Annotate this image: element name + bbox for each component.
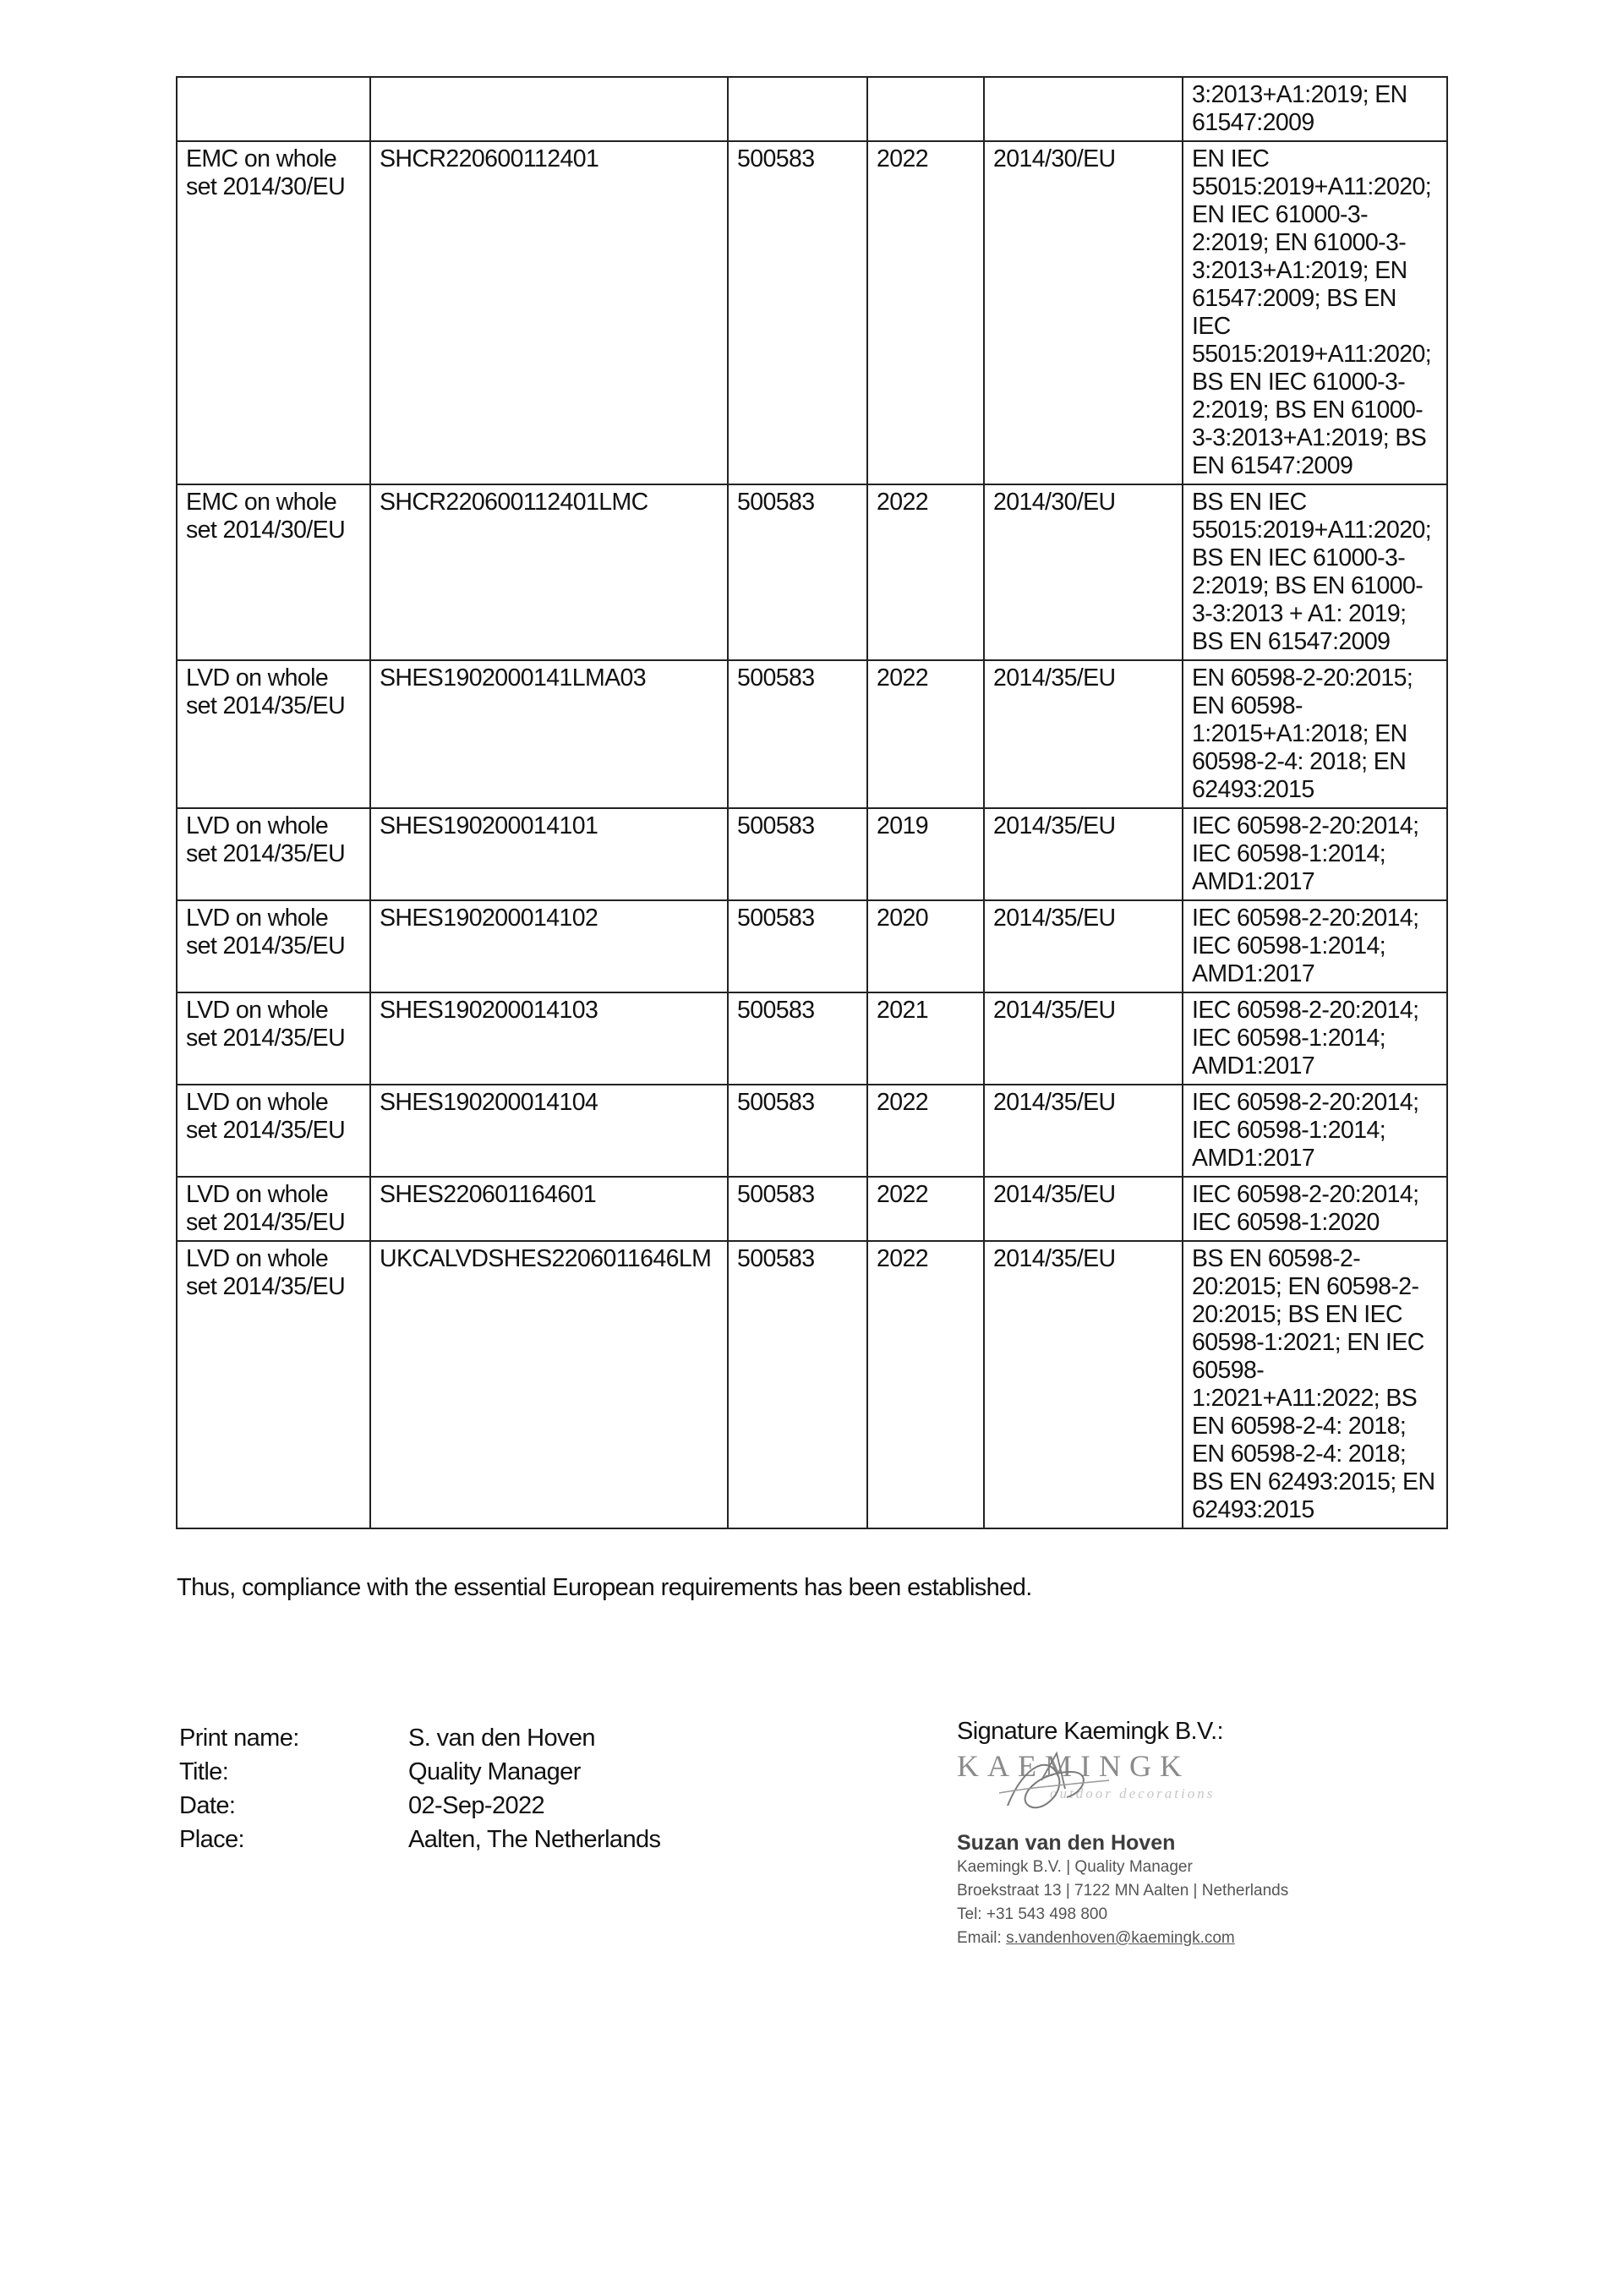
directive-cell: 2014/35/EU [984,1241,1183,1528]
table-row [177,484,1447,660]
logo-wordmark: KAEMINGK [957,1749,1190,1783]
date-label: Date: [179,1792,236,1819]
print-name-label: Print name: [179,1725,299,1752]
report-number-cell: SHES190200014102 [370,900,728,992]
product-cell: LVD on whole set 2014/35/EU [177,900,370,992]
title-row [179,1755,660,1789]
directive-cell: 2014/35/EU [984,808,1183,900]
handwritten-signature [991,1747,1118,1827]
year-cell: 2022 [867,660,984,808]
standards-cell: IEC 60598-2-20:2014; IEC 60598-1:2014; AMD1:2017 [1183,992,1447,1085]
date-row [179,1789,660,1823]
year-cell [867,77,984,141]
directive-cell: 2014/30/EU [984,141,1183,484]
directive-cell: 2014/35/EU [984,992,1183,1085]
signatory-name: Suzan van den Hoven [957,1831,1176,1855]
product-cell: LVD on whole set 2014/35/EU [177,1085,370,1177]
signature-heading: Signature Kaemingk B.V.: [957,1718,1224,1745]
place-value: Aalten, The Netherlands [408,1826,661,1853]
certificate-number-cell: 500583 [728,484,867,660]
print-name-row [179,1721,660,1755]
report-number-cell: SHES190200014101 [370,808,728,900]
table-row [177,808,1447,900]
certificate-number-cell [728,77,867,141]
product-cell: LVD on whole set 2014/35/EU [177,992,370,1085]
directive-cell: 2014/35/EU [984,660,1183,808]
report-number-cell [370,77,728,141]
certificate-number-cell: 500583 [728,808,867,900]
certificate-number-cell: 500583 [728,992,867,1085]
standards-cell: EN 60598-2-20:2015; EN 60598-1:2015+A1:2018; EN 60598-2-4: 2018; EN 62493:2015 [1183,660,1447,808]
print-name-value: S. van den Hoven [408,1725,595,1752]
standards-cell: EN IEC 55015:2019+A11:2020; EN IEC 61000-3-2:2019; EN 61000-3-3:2013+A1:2019; EN 61547:2009; BS EN IEC 55015:2019+A11:2020; BS EN IEC 61000-3-2:2019; BS EN 61000-3-3:2013+A1:2019; BS EN 61547:2009 [1183,141,1447,484]
year-cell: 2022 [867,1177,984,1241]
directive-cell: 2014/35/EU [984,1085,1183,1177]
product-cell: EMC on whole set 2014/30/EU [177,484,370,660]
company-address: Broekstraat 13 | 7122 MN Aalten | Netherlands [957,1882,1289,1900]
product-cell: LVD on whole set 2014/35/EU [177,1241,370,1528]
report-number-cell: SHES190200014104 [370,1085,728,1177]
certificate-number-cell: 500583 [728,1241,867,1528]
place-row [179,1823,660,1856]
date-value: 02-Sep-2022 [408,1792,545,1819]
standards-cell: IEC 60598-2-20:2014; IEC 60598-1:2014; AMD1:2017 [1183,900,1447,992]
year-cell: 2021 [867,992,984,1085]
year-cell: 2022 [867,484,984,660]
report-number-cell: SHES190200014103 [370,992,728,1085]
year-cell: 2022 [867,141,984,484]
signature-block [957,1716,1396,1950]
title-value: Quality Manager [408,1758,581,1785]
report-number-cell: SHCR220600112401LMC [370,484,728,660]
table-row [177,1177,1447,1241]
standards-cell: IEC 60598-2-20:2014; IEC 60598-1:2014; AMD1:2017 [1183,1085,1447,1177]
email-link[interactable]: s.vandenhoven@kaemingk.com [1006,1929,1235,1947]
company-logo [957,1748,1396,1829]
certificate-number-cell: 500583 [728,1085,867,1177]
table-row [177,660,1447,808]
year-cell: 2022 [867,1085,984,1177]
table-row [177,77,1447,141]
product-cell: LVD on whole set 2014/35/EU [177,1177,370,1241]
compliance-statement: Thus, compliance with the essential European requirements has been established. [177,1574,1032,1601]
table-row [177,141,1447,484]
email-label: Email: [957,1929,1007,1947]
product-cell: LVD on whole set 2014/35/EU [177,808,370,900]
email-line [957,1927,1396,1950]
directive-cell: 2014/35/EU [984,1177,1183,1241]
directive-cell: 2014/35/EU [984,900,1183,992]
place-label: Place: [179,1826,244,1853]
standards-cell: BS EN IEC 55015:2019+A11:2020; BS EN IEC 61000-3-2:2019; BS EN 61000-3-3:2013 + A1: 2019; BS EN 61547:2009 [1183,484,1447,660]
title-label: Title: [179,1758,229,1785]
table-row [177,1241,1447,1528]
directive-cell: 2014/30/EU [984,484,1183,660]
report-number-cell: UKCALVDSHES2206011646LM [370,1241,728,1528]
directive-cell [984,77,1183,141]
standards-cell: IEC 60598-2-20:2014; IEC 60598-1:2014; AMD1:2017 [1183,808,1447,900]
product-cell: EMC on whole set 2014/30/EU [177,141,370,484]
standards-cell: 3:2013+A1:2019; EN 61547:2009 [1183,77,1447,141]
table-row [177,900,1447,992]
certificate-number-cell: 500583 [728,900,867,992]
certificate-number-cell: 500583 [728,141,867,484]
year-cell: 2019 [867,808,984,900]
standards-cell: BS EN 60598-2-20:2015; EN 60598-2-20:2015; BS EN IEC 60598-1:2021; EN IEC 60598-1:2021+A11:2022; BS EN 60598-2-4: 2018; EN 60598-2-4: 2018; BS EN 62493:2015; EN 62493:2015 [1183,1241,1447,1528]
signatory-details [179,1721,660,1856]
signatory-role: Kaemingk B.V. | Quality Manager [957,1858,1193,1876]
standards-cell: IEC 60598-2-20:2014; IEC 60598-1:2020 [1183,1177,1447,1241]
report-number-cell: SHES1902000141LMA03 [370,660,728,808]
logo-tagline: outdoor decorations [1050,1785,1216,1801]
table-row [177,992,1447,1085]
year-cell: 2022 [867,1241,984,1528]
report-number-cell: SHES220601164601 [370,1177,728,1241]
certificate-number-cell: 500583 [728,660,867,808]
table-row [177,1085,1447,1177]
product-cell [177,77,370,141]
certificate-number-cell: 500583 [728,1177,867,1241]
report-number-cell: SHCR220600112401 [370,141,728,484]
certificate-table [176,76,1448,1529]
year-cell: 2020 [867,900,984,992]
company-phone: Tel: +31 543 498 800 [957,1905,1108,1923]
product-cell: LVD on whole set 2014/35/EU [177,660,370,808]
